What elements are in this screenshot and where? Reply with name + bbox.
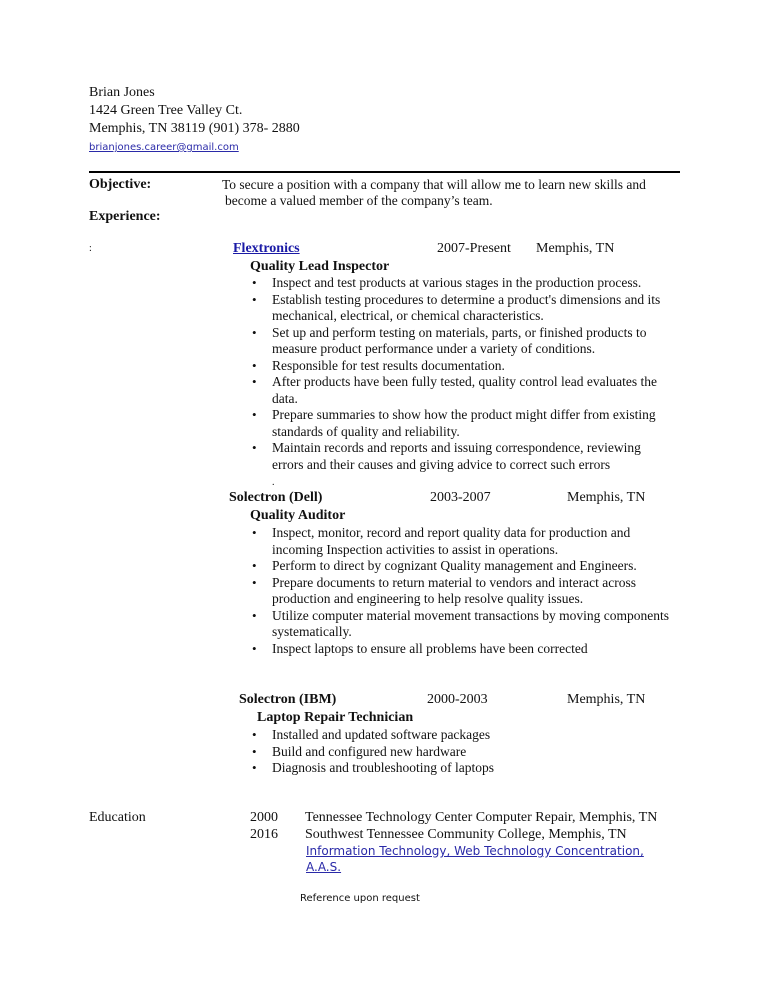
bullet-item: [252, 325, 660, 358]
bullet-item: [252, 641, 669, 658]
bullet-item: [252, 558, 669, 575]
bullet-line: standards of quality and reliability.: [272, 423, 460, 439]
job-dates: 2000-2003: [427, 692, 488, 707]
education-school: Southwest Tennessee Community College, Memphis, TN: [305, 827, 627, 842]
degree-link[interactable]: A.A.S.: [306, 860, 342, 874]
bullet-item: [252, 407, 660, 440]
job-title: Laptop Repair Technician: [257, 710, 414, 725]
bullet-line: • Inspect, monitor, record and report quality data for production and: [272, 525, 631, 540]
bullet-line: • Maintain records and reports and issuing correspondence, reviewing: [272, 440, 641, 455]
job-location: Memphis, TN: [567, 692, 646, 707]
divider: [89, 171, 680, 173]
experience-label: Experience:: [89, 209, 161, 224]
bullet-line: • Establish testing procedures to determine a product's dimensions and its: [272, 291, 661, 307]
bullet-item: [252, 575, 669, 608]
bullet-line: • After products have been fully tested, quality control lead evaluates the: [272, 374, 657, 389]
objective-line: To secure a position with a company that will allow me to learn new skills and: [222, 177, 646, 192]
bullet-line: • Prepare summaries to show how the product might differ from existing: [272, 407, 656, 422]
bullet-item: [252, 275, 660, 292]
bullet-line: measure product performance under a variety of conditions.: [272, 341, 596, 356]
bullet-item: [252, 760, 494, 777]
objective-label: Objective:: [89, 177, 152, 192]
bullet-line: • Diagnosis and troubleshooting of laptops: [272, 760, 494, 775]
bullet-line: • Utilize computer material movement transactions by moving components: [272, 607, 670, 623]
reference-note: Reference upon request: [300, 893, 420, 904]
bullet-line: • Prepare documents to return material to vendors and interact across: [272, 574, 636, 590]
bullet-item: [252, 358, 660, 375]
bullet-item: [252, 525, 669, 558]
bullet-line: • Installed and updated software packages: [272, 727, 491, 742]
name: Brian Jones: [89, 85, 155, 100]
job-title: Quality Auditor: [250, 508, 346, 523]
bullet-item: [252, 744, 494, 761]
city-phone: Memphis, TN 38119 (901) 378- 2880: [89, 121, 300, 136]
company-name: Solectron (IBM): [239, 692, 337, 707]
job-title: Quality Lead Inspector: [250, 259, 390, 274]
bullet-line: • Inspect and test products at various stages in the production process.: [272, 275, 642, 290]
company-name: Solectron (Dell): [229, 490, 323, 505]
bullet-line: • Inspect laptops to ensure all problems have been corrected: [272, 640, 588, 656]
degree-link[interactable]: Information Technology, Web Technology Concentration,: [306, 844, 644, 858]
bullet-line: errors and their causes and giving advice to correct such errors: [272, 456, 611, 472]
bullet-item: [252, 608, 669, 641]
objective-line: become a valued member of the company’s team.: [225, 193, 493, 208]
bullet-item: [252, 374, 660, 407]
bullet-line: • Set up and perform testing on materials, parts, or finished products to: [272, 324, 647, 340]
job-location: Memphis, TN: [536, 241, 615, 256]
education-label: Education: [89, 810, 146, 825]
experience-marker: :: [89, 243, 92, 254]
bullet-line: incoming Inspection activities to assist in operations.: [272, 541, 559, 557]
bullet-line: data.: [272, 390, 298, 406]
bullet-line: • Build and configured new hardware: [272, 743, 467, 759]
job-bullets: [252, 727, 494, 777]
bullet-line: mechanical, electrical, or chemical characteristics.: [272, 308, 544, 323]
bullet-item: [252, 440, 660, 473]
bullet-line: • Responsible for test results documentation.: [272, 357, 505, 373]
job-dates: 2003-2007: [430, 490, 491, 505]
bullet-item: [252, 727, 494, 744]
job-bullets: [252, 275, 660, 473]
company-link[interactable]: Flextronics: [233, 241, 300, 256]
address: 1424 Green Tree Valley Ct.: [89, 103, 243, 118]
education-year: 2016: [250, 827, 278, 842]
bullet-item: [252, 292, 660, 325]
job-bullets: [252, 525, 669, 657]
bullet-line: • Perform to direct by cognizant Quality management and Engineers.: [272, 558, 637, 573]
bullet-line: systematically.: [272, 624, 352, 639]
bullet-line: production and engineering to help resolve quality issues.: [272, 591, 584, 606]
email-link[interactable]: brianjones.career@gmail.com: [89, 142, 239, 153]
education-year: 2000: [250, 810, 278, 825]
trailing-mark: .: [272, 477, 275, 488]
job-location: Memphis, TN: [567, 490, 646, 505]
education-school: Tennessee Technology Center Computer Repair, Memphis, TN: [305, 810, 658, 825]
job-dates: 2007-Present: [437, 241, 511, 256]
